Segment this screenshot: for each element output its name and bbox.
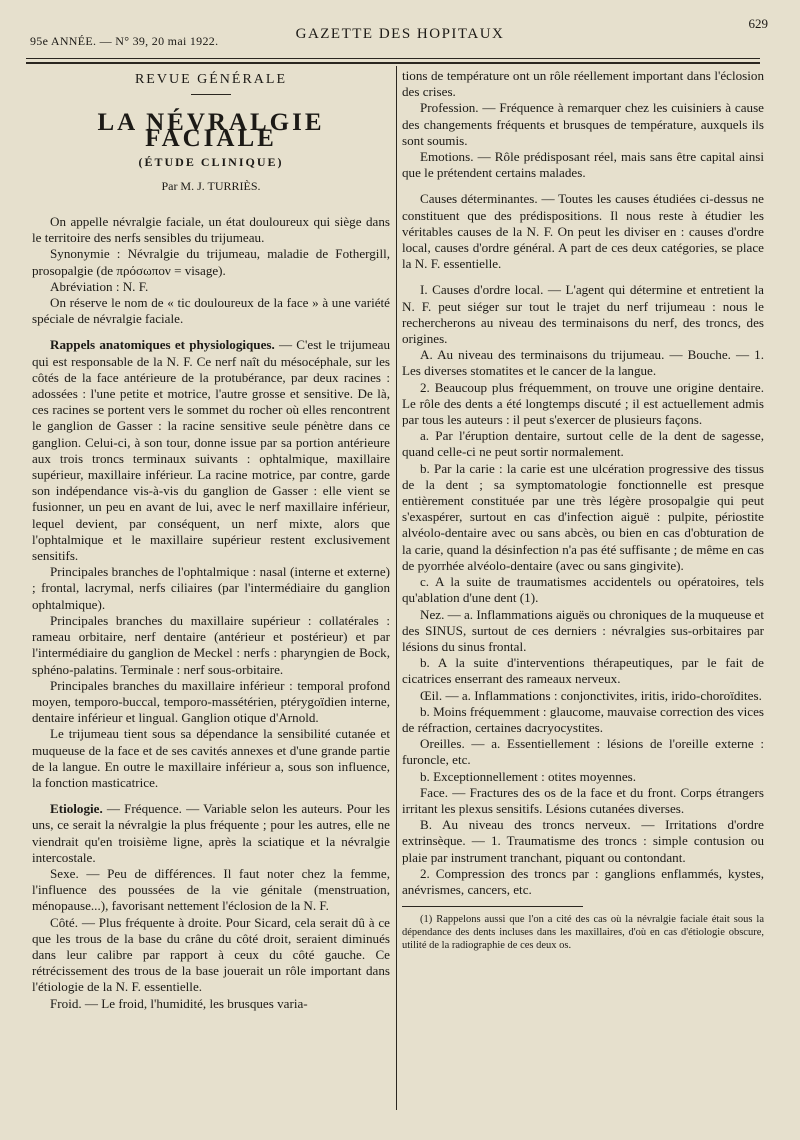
paragraph-text: — C'est le trijumeau qui est responsable de la N. F. Ce nerf naît du mésocéphale, sur les côtés de la face antérieure de la protubérance, par deux racines : adossées : l'une petite et motrice, l'autre grosse et sensitive. De là, ces racines se portent vers le sommet du rocher où elles rencontrent le ganglion de Gasser : la racine sensitive seule pénètre dans ce ganglion. Celui-ci, à son tour, donne issue par sa portion antérieure aux trois troncs terminaux suivants : ophtalmique, maxillaire supérieur, maxillaire inférieur. La racine motrice, par contre, garde son indépendance vis-à-vis du ganglion de Gasser : elle vient se fusionner, un peu en avant de lui, avec le nerf maxillaire inférieur, lequel devient, par conséquent, un nerf mixte, alors que l'ophtalmique et le maxillaire supérieur restent exclusivement sensitifs.: [32, 337, 390, 564]
footnote: (1) Rappelons aussi que l'on a cité des cas où la névralgie faciale était sous la dépendance des dents incluses dans les maxillaires, d'où en cas d'étiologie obscure, utilité de la radiographie de ces deux os.: [402, 914, 764, 952]
paragraph: [32, 801, 390, 866]
paragraph: [32, 337, 390, 564]
paragraph: Abréviation : N. F.: [50, 278, 149, 294]
paragraph: Emotions. — Rôle prédisposant réel, mais sans être capital ainsi que le prétendent certains malades.: [402, 149, 764, 181]
article-subtitle: (ÉTUDE CLINIQUE): [138, 154, 284, 169]
page-number: 629: [748, 16, 768, 31]
paragraph: tions de température ont un rôle réellement important dans l'éclosion des crises.: [402, 68, 764, 100]
section-heading: REVUE GÉNÉRALE: [134, 72, 288, 87]
list-item: Oreilles. — a. Essentiellement : lésions de l'oreille externe : furoncle, etc.: [402, 736, 764, 768]
list-item: 2. Beaucoup plus fréquemment, on trouve une origine dentaire. Le rôle des dents a été longtemps discuté ; il est actuellement admis par tous les auteurs : il peut s'exercer de plusieurs façons.: [402, 379, 764, 428]
paragraph: Principales branches du maxillaire supérieur : collatérales : rameau orbitaire, nerf dentaire (antérieur et postérieur) et par l'intermédiaire du ganglion de Meckel : nerfs : pharyngien de Bock, sphéno-palatins. Terminale : nerf sous-orbitaire.: [32, 612, 390, 677]
column-divider: [396, 66, 397, 1110]
paragraph: On appelle névralgie faciale, un état douloureux qui siège dans le territoire des nerfs sensibles du trijumeau.: [32, 214, 390, 246]
paragraph: Profession. — Fréquence à remarquer chez les cuisiniers à cause des changements fréquents et brusques de température, auxquels ils sont soumis.: [402, 100, 764, 148]
list-item: B. Au niveau des troncs nerveux. — Irritations d'ordre extrinsèque. — 1. Traumatisme des troncs : simple contusion ou plaie par instrument tranchant, piquant ou contondant.: [402, 817, 764, 865]
issue-info: 95e ANNÉE. — N° 39, 20 mai 1922.: [30, 34, 219, 48]
list-item: b. Exceptionnellement : otites moyennes.: [420, 768, 636, 784]
paragraph: Sexe. — Peu de différences. Il faut noter chez la femme, l'influence des poussées de la vie génitale (menstruation, ménopause...), favorisant nettement l'éclosion de la N. F.: [32, 865, 390, 914]
paragraph: Synonymie : Névralgie du trijumeau, maladie de Fothergill, prosopalgie (de πρόσωπον = visage).: [32, 246, 390, 278]
subsection-heading: Etiologie.: [50, 801, 103, 817]
paragraph: Le trijumeau tient sous sa dépendance la sensibilité cutanée et muqueuse de la face et de ses cavités annexes et d'une grande partie de la langue. En outre le maxillaire inférieur a, sous son influence, la fonction masticatrice.: [32, 726, 390, 790]
list-item: A. Au niveau des terminaisons du trijumeau. — Bouche. — 1. Les diverses stomatites et le cancer de la langue.: [402, 347, 764, 379]
journal-title: GAZETTE DES HOPITAUX: [295, 26, 505, 42]
article-title: LA NÉVRALGIE FACIALE: [97, 109, 325, 153]
section-divider: [191, 94, 231, 95]
subsection-heading: Rappels anatomiques et physiologiques.: [50, 337, 275, 353]
left-column: [32, 68, 390, 1012]
list-item: b. Par la carie : la carie est une ulcération progressive des tissus de la dent ; sa symptomatologie fonctionnelle est presque entièrement constituée par une très légère prosopalgie qui peut s'exaspérer, surtout en cas d'infection aiguë : pulpite, périostite alvéolo-dentaire avec ou sans abcès, ou bien en cas d'obturation de la carie, quand la désinfection n'a pas été suffisante ; de même en cas de pyorrhée alvéolo-dentaire (avec ou sans gingivite).: [402, 460, 764, 573]
paragraph: Principales branches de l'ophtalmique : nasal (interne et externe) ; frontal, lacrymal, nerfs ciliaires (par l'intermédiaire du ganglion ophtalmique).: [32, 564, 390, 612]
paragraph: Froid. — Le froid, l'humidité, les brusques varia-: [50, 995, 308, 1011]
header-rule: [26, 58, 760, 59]
list-item: c. A la suite de traumatismes accidentels ou opératoires, tels qu'ablation d'une dent (1).: [402, 574, 764, 606]
list-item: b. Moins fréquemment : glaucome, mauvaise correction des vices de réfraction, certaines dacryocystites.: [402, 703, 764, 735]
paragraph: I. Causes d'ordre local. — L'agent qui détermine et entretient la N. F. peut siéger sur tout le trajet du nerf trijumeau : nous le rechercherons au niveau des terminaisons du nerf, des troncs, des origines.: [402, 282, 764, 347]
list-item: Face. — Fractures des os de la face et du front. Corps étrangers irritant les plexus sensitifs. Lésions cutanées diverses.: [402, 784, 764, 816]
page-header: [26, 16, 774, 52]
paragraph: On réserve le nom de « tic douloureux de la face » à une variété spéciale de névralgie faciale.: [32, 295, 390, 327]
paragraph: Côté. — Plus fréquente à droite. Pour Sicard, cela serait dû à ce que les trous de la base du crâne du côté droit, seraient diminués dans leur calibre par rapport à ceux du côté gauche. Ce rétrécissement des trous de la base jouerait un rôle important dans l'étiologie de la N. F. essentielle.: [32, 914, 390, 995]
list-item: Œil. — a. Inflammations : conjonctivites, iritis, irido-choroïdites.: [420, 687, 762, 703]
paragraph: Principales branches du maxillaire inférieur : temporal profond moyen, temporo-buccal, temporo-massétérien, ptérygoïdien interne, dentaire inférieur et lingual. Ganglion otique d'Arnold.: [32, 677, 390, 726]
article-author: Par M. J. TURRIÈS.: [161, 178, 261, 193]
list-item: 2. Compression des troncs par : ganglions enflammés, kystes, anévrismes, cancers, etc.: [402, 865, 764, 897]
right-column: [402, 68, 764, 952]
header-rule-thick: [26, 62, 760, 64]
paragraph: Causes déterminantes. — Toutes les causes étudiées ci-dessus ne constituent que des prédispositions. Il nous reste à étudier les véritables causes de la N. F. On peut les diviser en : causes d'ordre local, causes d'ordre général. A part de ces deux catégories, se place la N. F. essentielle.: [402, 191, 764, 272]
paragraph-text: — Fréquence. — Variable selon les auteurs. Pour les uns, ce serait la névralgie la plus fréquente ; pour les autres, elle ne viendrait qu'en troisième ligne, après la sciatique et la névralgie intercostale.: [32, 801, 390, 865]
list-item: b. A la suite d'interventions thérapeutiques, par le fait de cicatrices enserrant des rameaux nerveux.: [402, 655, 764, 687]
footnote-rule: [402, 906, 583, 907]
list-item: a. Par l'éruption dentaire, surtout celle de la dent de sagesse, quand celle-ci ne peut sortir normalement.: [402, 428, 764, 460]
list-item: Nez. — a. Inflammations aiguës ou chroniques de la muqueuse et des SINUS, surtout de ces derniers : névralgies sus-orbitaires par lésions du sinus frontal.: [402, 606, 764, 654]
